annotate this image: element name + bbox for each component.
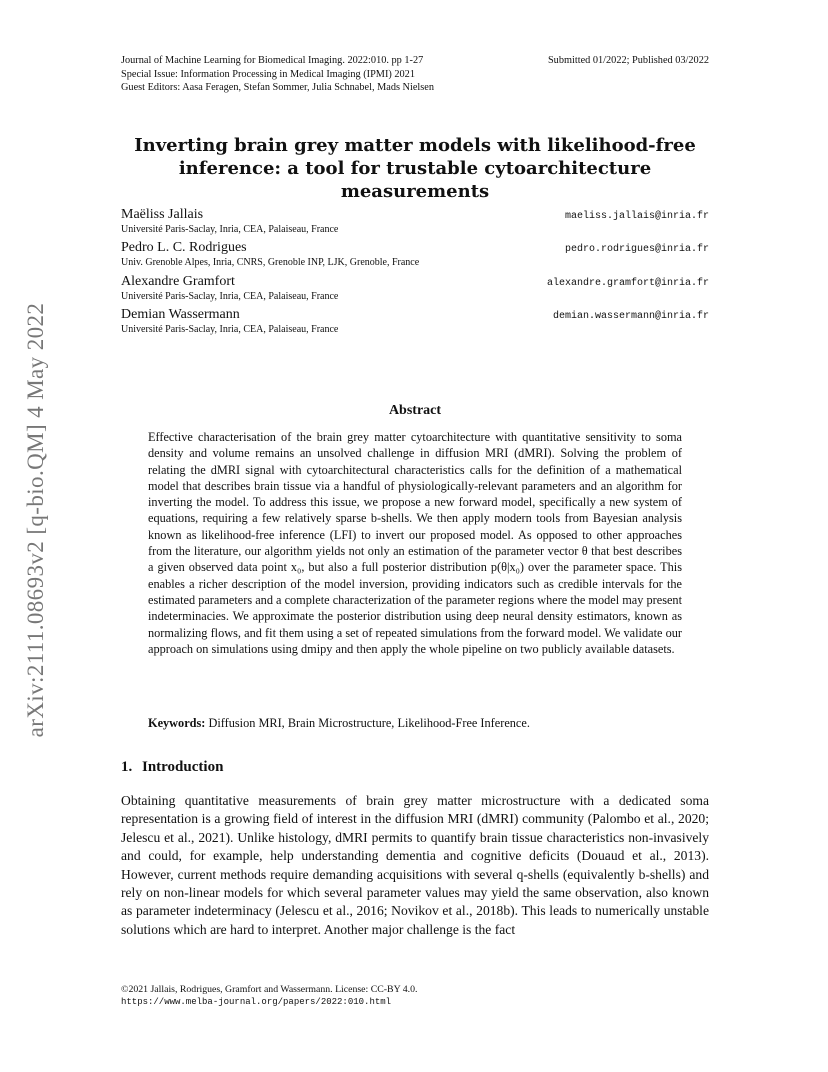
journal-line: Journal of Machine Learning for Biomedical Imaging. 2022:010. pp 1-27: [121, 55, 424, 66]
submission-dates: Submitted 01/2022; Published 03/2022: [547, 55, 709, 66]
author-email[interactable]: alexandre.gramfort@inria.fr: [546, 278, 709, 289]
author-affiliation: Université Paris-Saclay, Inria, CEA, Palaiseau, France: [121, 224, 339, 235]
author-affiliation: Université Paris-Saclay, Inria, CEA, Palaiseau, France: [121, 291, 339, 302]
section-heading: [121, 759, 223, 776]
author-email[interactable]: pedro.rodrigues@inria.fr: [564, 244, 709, 255]
page-footer: [121, 983, 709, 1009]
title-line-1: Inverting brain grey matter models with likelihood-free: [134, 135, 696, 156]
keywords-label: Keywords:: [148, 716, 206, 730]
section-title: Introduction: [142, 759, 224, 775]
author-email[interactable]: maeliss.jallais@inria.fr: [564, 211, 709, 222]
keywords-line: [148, 716, 682, 731]
author-name: Demian Wassermann: [121, 307, 240, 322]
paper-url-link[interactable]: https://www.melba-journal.org/papers/2022:010.html: [121, 997, 392, 1007]
author-block: [121, 207, 709, 235]
keywords-text: Diffusion MRI, Brain Microstructure, Likelihood-Free Inference.: [208, 716, 530, 730]
author-name: Maëliss Jallais: [121, 207, 204, 222]
abstract-heading: Abstract: [388, 403, 442, 418]
journal-header: [121, 54, 709, 95]
author-block: [121, 240, 709, 268]
abstract-text: Effective characterisation of the brain grey matter cytoarchitecture with quantitative sensitivity to soma density and volume remains an unsolved challenge in diffusion MRI (dMRI). Solving the problem of relating the dMRI signal with cytoarchitectural characteristics calls for the definition of a mathematical model that describes brain tissue via a handful of physiologically-relevant parameters and an algorithm for inverting the model. To address this issue, we propose a new forward model, specifically a new system of equations, requiring a few relatively sparse b-shells. We then apply modern tools from Bayesian analysis known as likelihood-free inference (LFI) to invert our proposed model. As opposed to other approaches from the literature, our algorithm yields not only an estimation of the parameter vector θ that best describes a given observed data point x₀, but also a full posterior distribution p(θ|x₀) over the parameter space. This enables a richer description of the model inversion, providing indicators such as credible intervals for the estimated parameters and a complete characterization of the parameter regions where the model may present indeterminacies. We approximate the posterior distribution using deep neural density estimators, known as normalizing flows, and fit them using a set of repeated simulations from the forward model. We validate our approach on simulations using dmipy and then apply the whole pipeline on two publicly available datasets.: [148, 430, 682, 656]
author-name: Alexandre Gramfort: [121, 274, 235, 289]
guest-editors-line: Guest Editors: Aasa Feragen, Stefan Sommer, Julia Schnabel, Mads Nielsen: [121, 82, 435, 93]
author-name: Pedro L. C. Rodrigues: [121, 240, 247, 255]
arxiv-identifier: arXiv:2111.08693v2 [q-bio.QM] 4 May 2022: [23, 302, 48, 738]
paper-title: [121, 134, 709, 203]
author-email[interactable]: demian.wassermann@inria.fr: [552, 311, 709, 322]
title-line-2: inference: a tool for trustable cytoarchitecture measurements: [178, 158, 652, 202]
section-number: 1.: [121, 759, 133, 775]
author-affiliation: Univ. Grenoble Alpes, Inria, CNRS, Grenoble INP, LJK, Grenoble, France: [121, 257, 420, 268]
author-affiliation: Université Paris-Saclay, Inria, CEA, Palaiseau, France: [121, 324, 339, 335]
special-issue-line: Special Issue: Information Processing in Medical Imaging (IPMI) 2021: [121, 68, 415, 80]
arxiv-side-stamp: [16, 265, 56, 775]
copyright-line: ©2021 Jallais, Rodrigues, Gramfort and Wassermann. License: CC-BY 4.0.: [121, 984, 418, 995]
introduction-paragraph: Obtaining quantitative measurements of brain grey matter microstructure with a dedicated soma representation is a growing field of interest in the diffusion MRI (dMRI) community (Palombo et al., 2020; Jelescu et al., 2021). Unlike histology, dMRI permits to quantify brain tissue characteristics non-invasively and could, for example, help understanding dementia and cognitive deficits (Douaud et al., 2013). However, current methods require demanding acquisitions with several q-shells (equivalently b-shells) and rely on non-linear models for which several parameter values may yield the same observation, also known as parameter indeterminacy (Jelescu et al., 2016; Novikov et al., 2018b). This leads to numerically unstable solutions which are hard to interpret. Another major challenge is the fact: [121, 793, 709, 937]
author-block: [121, 274, 709, 302]
author-block: [121, 307, 709, 335]
